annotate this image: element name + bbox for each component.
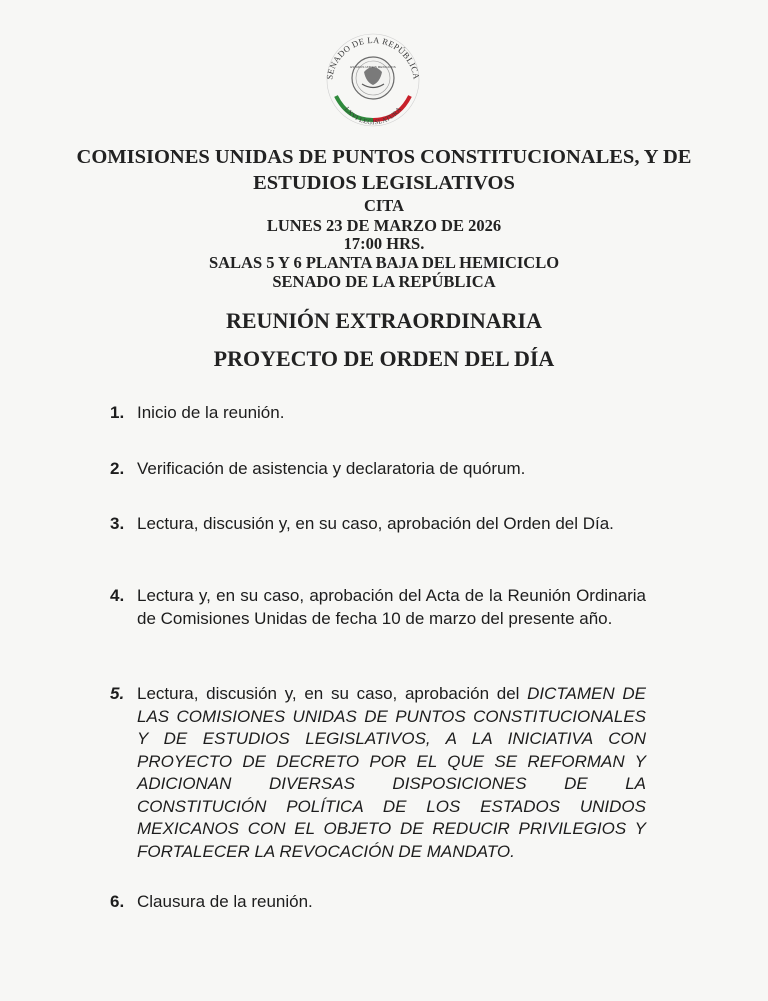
- agenda-item-text: Verificación de asistencia y declaratoria de quórum.: [137, 459, 526, 478]
- agenda-item-2: [110, 458, 646, 481]
- seal-graphic: [318, 22, 428, 132]
- agenda-item-text: Inicio de la reunión.: [137, 403, 285, 422]
- agenda-item-5: [110, 683, 646, 863]
- meeting-type-heading: REUNIÓN EXTRAORDINARIA: [226, 308, 542, 333]
- agenda-item-number: 6.: [110, 892, 125, 911]
- agenda-item-text: [137, 683, 646, 863]
- svg-text:LXVI LEGISLATURA: LXVI LEGISLATURA: [342, 105, 404, 127]
- dictamen-title: DICTAMEN DE LAS COMISIONES UNIDAS DE PUNTOS CONSTITUCIONALES Y DE ESTUDIOS LEGISLATIVOS, A LA INICIATIVA CON PROYECTO DE DECRETO POR EL QUE SE REFORMAN Y ADICIONAN DIVERSAS DISPOSICIONES DE LA CONSTITUCIÓN POLÍTICA DE LOS ESTADOS UNIDOS MEXICANOS CON EL OBJETO DE REDUCIR PRIVILEGIOS Y FORTALECER LA REVOCACIÓN DE MANDATO.: [137, 684, 646, 861]
- meeting-place: SALAS 5 Y 6 PLANTA BAJA DEL HEMICICLO: [208, 253, 560, 272]
- agenda-item-1: [110, 402, 646, 425]
- agenda-item-text: Lectura, discusión y, en su caso, aprobación del Orden del Día.: [137, 514, 614, 533]
- agenda-item-text: Lectura y, en su caso, aprobación del Acta de la Reunión Ordinaria de Comisiones Unidas de fecha 10 de marzo del presente año.: [137, 586, 646, 628]
- agenda-item-number: 3.: [110, 514, 125, 533]
- svg-text:SENADO DE LA REPÚBLICA: SENADO DE LA REPÚBLICA: [324, 34, 422, 81]
- agenda-item-number: 2.: [110, 459, 125, 478]
- svg-text:ESTADOS UNIDOS MEXICANOS: ESTADOS UNIDOS MEXICANOS: [350, 65, 396, 69]
- agenda-item-number: 4.: [110, 586, 125, 605]
- cita-label: CITA: [363, 196, 405, 215]
- agenda-heading: PROYECTO DE ORDEN DEL DÍA: [213, 346, 555, 371]
- agenda-item-text: Clausura de la reunión.: [137, 892, 313, 911]
- agenda-item-4: [110, 585, 646, 630]
- agenda-item-number: 5.: [110, 684, 125, 703]
- meeting-date: LUNES 23 DE MARZO DE 2026: [266, 216, 502, 235]
- senate-seal-logo: [318, 22, 428, 132]
- committee-title: COMISIONES UNIDAS DE PUNTOS CONSTITUCIONALES, Y DE ESTUDIOS LEGISLATIVOS: [76, 146, 692, 194]
- senate-name: SENADO DE LA REPÚBLICA: [272, 272, 496, 291]
- agenda-item-3: [110, 513, 646, 536]
- agenda-item-intro: Lectura, discusión y, en su caso, aprobación del: [137, 684, 528, 703]
- agenda-item-6: [110, 891, 646, 914]
- meeting-time: 17:00 HRS.: [343, 234, 425, 253]
- agenda-item-number: 1.: [110, 403, 125, 422]
